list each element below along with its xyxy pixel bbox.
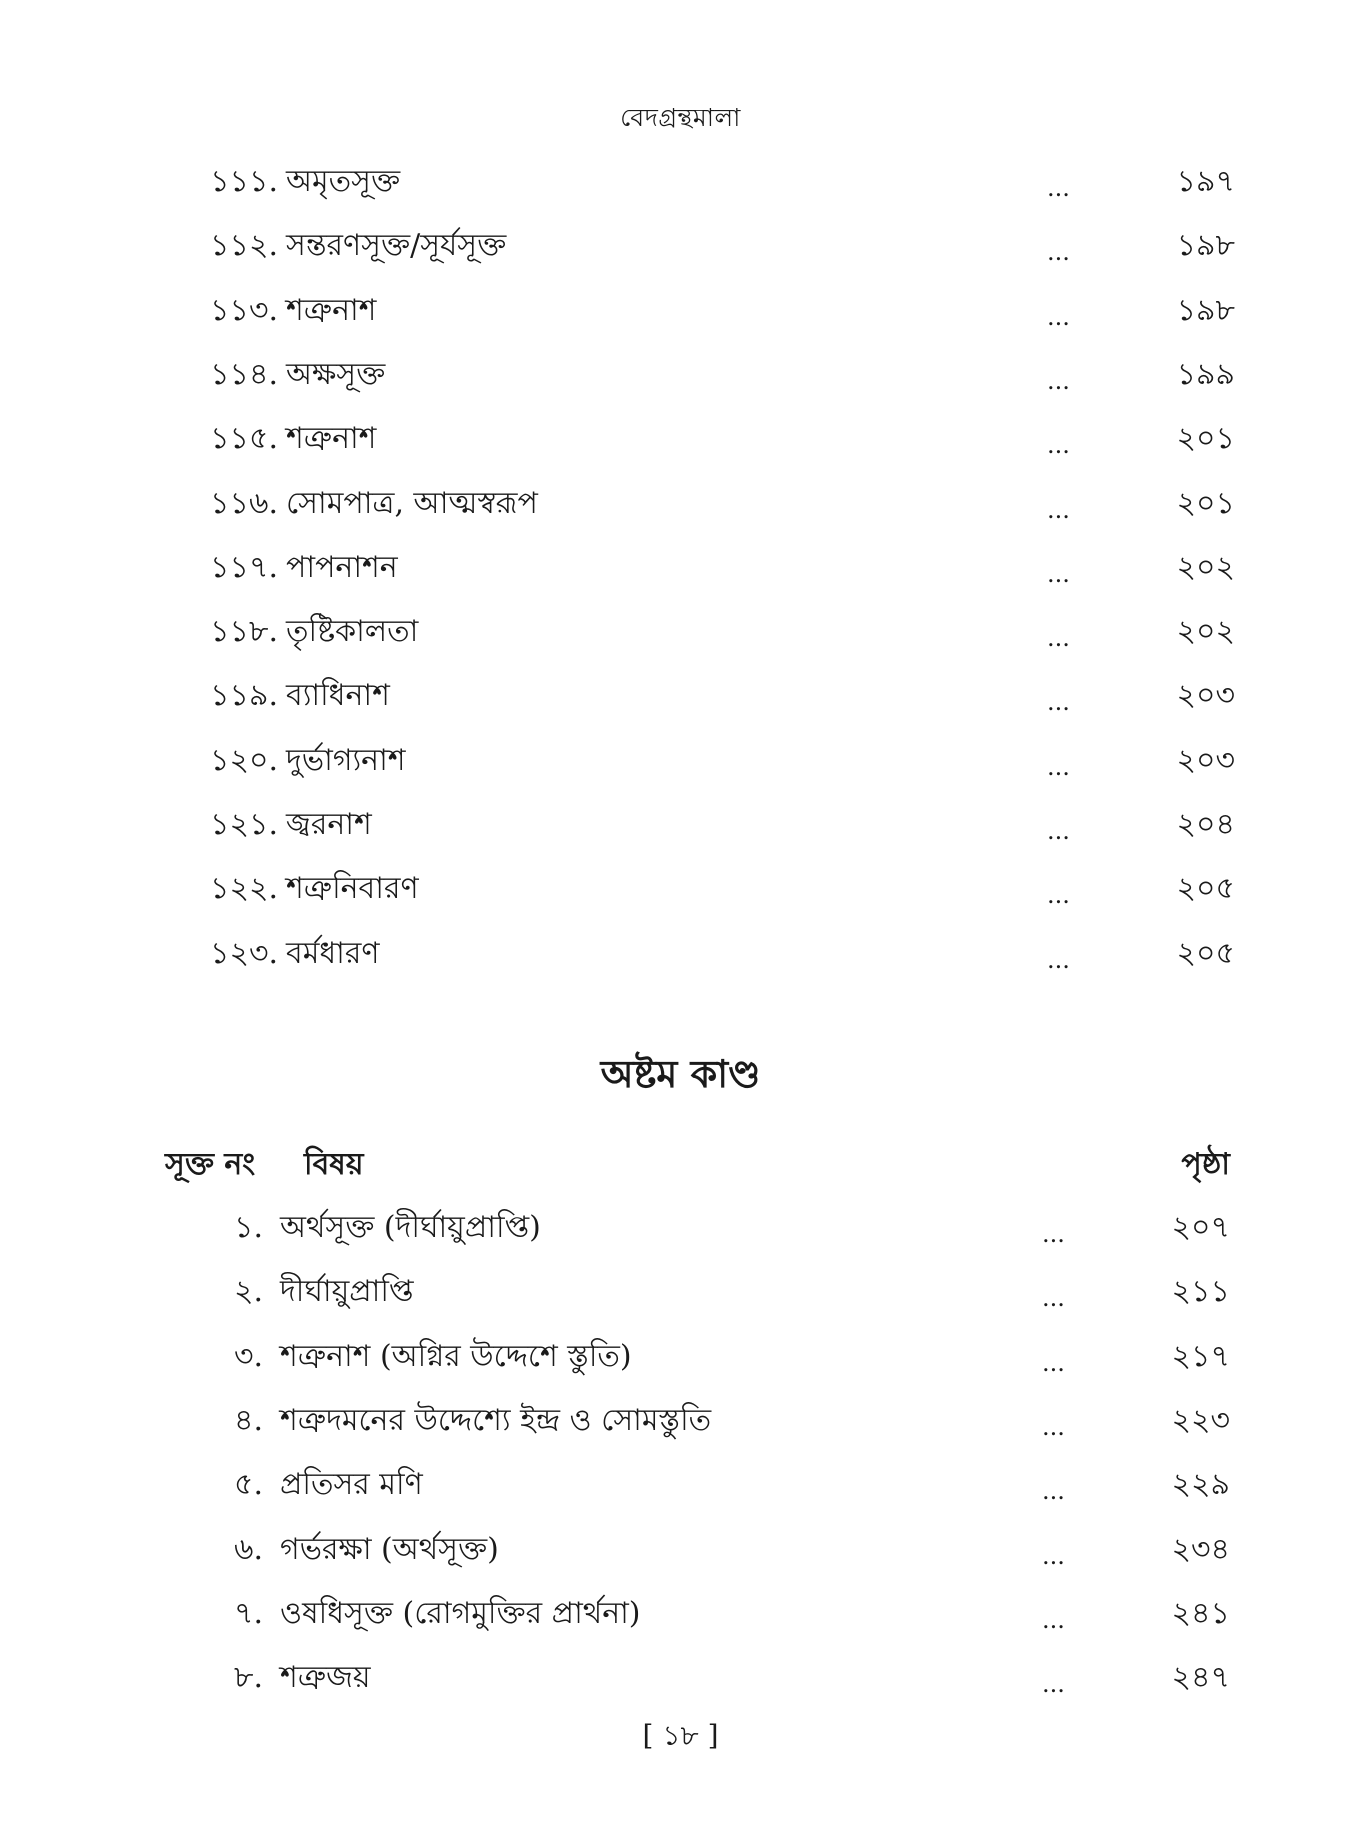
- toc-entry: [0, 484, 1361, 524]
- toc-entry-page-number: ২৪১: [1171, 1595, 1230, 1631]
- toc-entry-page-number: ২০৫: [1176, 871, 1235, 907]
- toc-entry-leader: ...: [1042, 1541, 1065, 1570]
- toc-entry-leader: ...: [1042, 1412, 1065, 1441]
- toc-entry-page-number: ২০৩: [1176, 678, 1235, 714]
- toc-entry-title: ব্যাধিনাশ: [286, 678, 390, 714]
- toc-entry-leader: ...: [1047, 752, 1070, 781]
- toc-entry: [0, 291, 1361, 331]
- toc-entry-number: ৩.: [233, 1338, 263, 1374]
- toc-entry: [0, 162, 1361, 202]
- toc-entry: [0, 1401, 1361, 1441]
- toc-entry: [0, 676, 1361, 716]
- toc-entry: [0, 869, 1361, 909]
- toc-entry-leader: ...: [1042, 1284, 1065, 1313]
- toc-entry: [0, 1465, 1361, 1505]
- column-header-page: পৃষ্ঠা: [1181, 1147, 1230, 1182]
- toc-entry-title: দুর্ভাগ্যনাশ: [286, 742, 406, 778]
- toc-entry-number: ১১৪.: [210, 356, 278, 392]
- toc-entry-number: ১১২.: [210, 228, 278, 264]
- toc-entry: [0, 741, 1361, 781]
- toc-entry-leader: ...: [1047, 817, 1070, 845]
- toc-entry-title: শত্রুনাশ: [286, 292, 377, 328]
- toc-entry-title: অর্থসূক্ত (দীর্ঘায়ুপ্রাপ্তি): [280, 1210, 541, 1245]
- toc-entry-page-number: ১৯৯: [1176, 356, 1235, 392]
- toc-entry-number: ৪.: [233, 1402, 263, 1438]
- toc-entry-title: শত্রুজয়: [280, 1660, 371, 1696]
- toc-entry-number: ১১৬.: [210, 485, 278, 521]
- toc-entry-page-number: ২০৪: [1176, 807, 1235, 842]
- toc-entry-title: শত্রুনিবারণ: [286, 871, 419, 907]
- page-folio: [ ১৮ ]: [642, 1719, 719, 1752]
- toc-entry-title: দীর্ঘায়ুপ্রাপ্তি: [280, 1274, 414, 1310]
- column-header-number: সূক্ত নং: [165, 1147, 256, 1182]
- toc-entry-leader: ...: [1047, 302, 1070, 331]
- running-head: বেদগ্রন্থমালা: [620, 103, 741, 132]
- section-heading: অষ্টম কাণ্ড: [600, 1052, 761, 1096]
- toc-entry: [0, 355, 1361, 395]
- toc-entry-leader: ...: [1042, 1670, 1065, 1699]
- toc-entry-number: ১.: [233, 1210, 263, 1245]
- toc-entry-title: শত্রুনাশ (অগ্নির উদ্দেশে স্তুতি): [280, 1338, 632, 1374]
- toc-entry-number: ১২১.: [210, 807, 278, 842]
- toc-entry: [0, 1272, 1361, 1312]
- toc-entry-title: প্রতিসর মণি: [280, 1467, 423, 1503]
- toc-entry-leader: ...: [1047, 559, 1070, 588]
- toc-entry: [0, 612, 1361, 652]
- toc-entry-number: ৭.: [233, 1595, 263, 1631]
- toc-entry-page-number: ২০৭: [1171, 1210, 1230, 1245]
- toc-entry-leader: ...: [1047, 238, 1070, 267]
- toc-entry: [0, 548, 1361, 588]
- toc-entry-page-number: ২৩৪: [1171, 1531, 1230, 1567]
- toc-entry-leader: ...: [1042, 1605, 1065, 1634]
- toc-entry-number: ১২৩.: [209, 935, 278, 971]
- toc-entry: [0, 1658, 1361, 1698]
- toc-entry-number: ১১৫.: [210, 421, 278, 457]
- toc-entry: [0, 1530, 1361, 1570]
- toc-entry-title: বর্মধারণ: [286, 935, 380, 971]
- toc-entry-page-number: ২০৫: [1176, 935, 1235, 971]
- toc-entry-leader: ...: [1042, 1477, 1065, 1506]
- toc-entry-page-number: ১৯৭: [1176, 164, 1235, 199]
- toc-entry-title: অমৃতসূক্ত: [286, 164, 401, 199]
- toc-entry-page-number: ২০২: [1176, 614, 1235, 650]
- toc-entry-leader: ...: [1042, 1220, 1065, 1248]
- toc-entry-title: সোমপাত্র, আত্মস্বরূপ: [286, 485, 538, 521]
- toc-entry-number: ১১৯.: [210, 678, 278, 714]
- toc-entry-number: ৬.: [233, 1531, 263, 1567]
- toc-entry-title: পাপনাশন: [286, 549, 398, 585]
- toc-entry-title: শত্রুদমনের উদ্দেশ্যে ইন্দ্র ও সোমস্তুতি: [280, 1402, 712, 1438]
- toc-entry-page-number: ২৪৭: [1171, 1660, 1230, 1696]
- toc-entry-page-number: ২২৯: [1171, 1467, 1230, 1503]
- toc-entry-leader: ...: [1047, 431, 1070, 460]
- toc-entry-page-number: ২০২: [1176, 549, 1235, 585]
- toc-entry-number: ১২০.: [209, 742, 278, 778]
- toc-entry: [0, 1337, 1361, 1377]
- toc-entry-page-number: ২১৭: [1171, 1338, 1230, 1374]
- toc-entry-title: সন্তরণসূক্ত/সূর্যসূক্ত: [286, 228, 507, 264]
- toc-entry-page-number: ২০১: [1176, 485, 1235, 521]
- toc-entry: [0, 805, 1361, 845]
- toc-entry-number: ১১৭.: [210, 549, 278, 585]
- toc-entry-page-number: ২০৩: [1176, 742, 1235, 778]
- toc-entry-leader: ...: [1047, 881, 1070, 910]
- toc-entry-page-number: ২০১: [1176, 421, 1235, 457]
- toc-entry-title: ওষধিসূক্ত (রোগমুক্তির প্রার্থনা): [280, 1595, 641, 1631]
- toc-entry-leader: ...: [1042, 1348, 1065, 1377]
- toc-entry-leader: ...: [1047, 688, 1070, 717]
- toc-entry: [0, 934, 1361, 974]
- toc-entry-title: শত্রুনাশ: [286, 421, 377, 457]
- toc-entry: [0, 226, 1361, 266]
- toc-entry-number: ২.: [233, 1274, 263, 1310]
- toc-entry-number: ১১৮.: [210, 614, 278, 650]
- toc-entry-leader: ...: [1047, 945, 1070, 974]
- toc-entry-title: অক্ষসূক্ত: [286, 356, 386, 392]
- toc-entry-number: ৫.: [233, 1467, 263, 1503]
- toc-entry-title: তৃষ্টিকালতা: [286, 614, 419, 650]
- toc-entry-page-number: ১৯৮: [1176, 292, 1235, 328]
- toc-entry-page-number: ১৯৮: [1176, 228, 1235, 264]
- toc-entry-page-number: ২১১: [1171, 1274, 1230, 1310]
- toc-entry-leader: ...: [1047, 366, 1070, 395]
- toc-entry-number: ১২২.: [209, 871, 278, 907]
- toc-entry: [0, 1208, 1361, 1248]
- toc-entry-leader: ...: [1047, 174, 1070, 202]
- column-header-subject: বিষয়: [304, 1147, 364, 1182]
- toc-entry: [0, 419, 1361, 459]
- toc-entry-leader: ...: [1047, 624, 1070, 653]
- toc-entry-title: জ্বরনাশ: [286, 807, 372, 842]
- toc-entry-number: ১১১.: [210, 164, 278, 199]
- toc-entry-leader: ...: [1047, 495, 1070, 524]
- toc-entry: [0, 1594, 1361, 1634]
- toc-entry-title: গর্ভরক্ষা (অর্থসূক্ত): [280, 1531, 499, 1567]
- toc-entry-page-number: ২২৩: [1171, 1402, 1230, 1438]
- toc-entry-number: ৮.: [233, 1660, 263, 1696]
- toc-entry-number: ১১৩.: [210, 292, 278, 328]
